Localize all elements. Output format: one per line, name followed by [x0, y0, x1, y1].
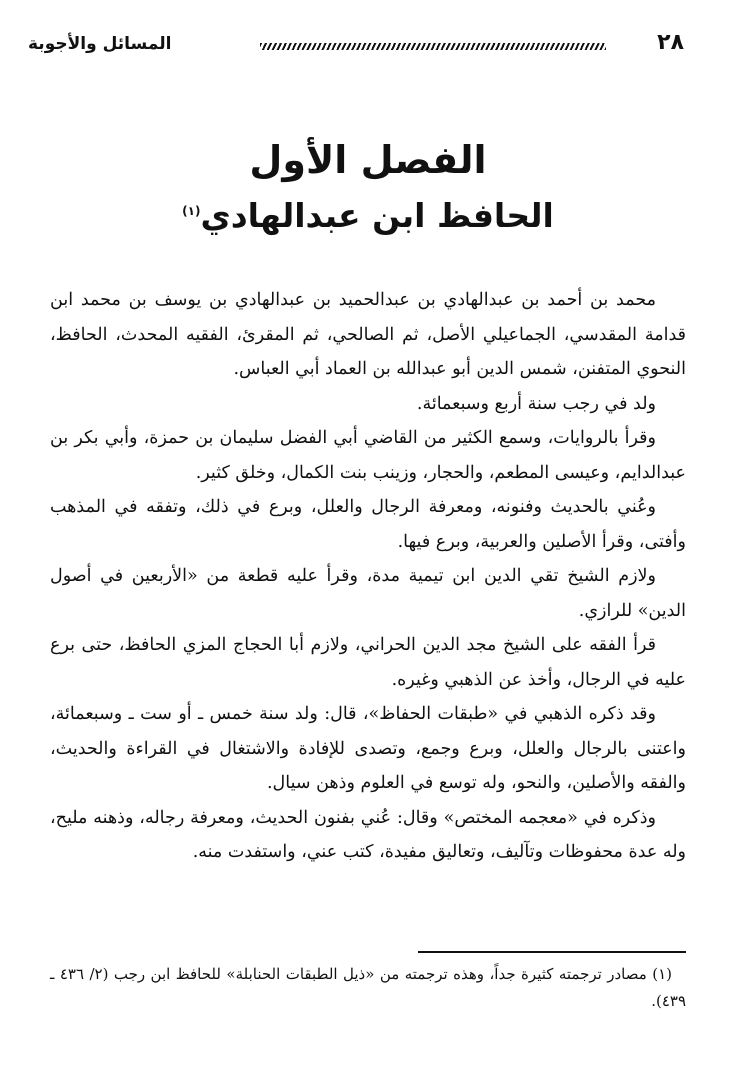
header-hatched-rule — [260, 43, 606, 50]
paragraph: قرأ الفقه على الشيخ مجد الدين الحراني، ولازم أبا الحجاج المزي الحافظ، حتى برع عليه في الرجال، وأخذ عن الذهبي وغيره. — [50, 635, 686, 690]
page-header — [28, 30, 684, 64]
footnote-marker: (١) — [182, 204, 201, 218]
footnotes — [50, 961, 686, 1015]
body-text — [50, 283, 686, 870]
paragraph: ولازم الشيخ تقي الدين ابن تيمية مدة، وقرأ عليه قطعة من «الأربعين في أصول الدين» للرازي. — [50, 566, 686, 621]
chapter-title: الفصل الأول — [249, 138, 487, 182]
paragraph: وقد ذكره الذهبي في «طبقات الحفاظ»، قال: ولد سنة خمس ـ أو ست ـ وسبعمائة، واعتنى بالرجال والعلل، وبرع وجمع، وتصدى للإفادة والاشتغال في القراءة والحديث، والفقه والأصلين، والنحو، وله توسع في العلوم وذهن سيال. — [50, 704, 686, 793]
section-title — [0, 196, 736, 235]
paragraph: وقرأ بالروايات، وسمع الكثير من القاضي أبي الفضل سليمان بن حمزة، وأبي بكر بن عبدالدايم، وعيسى المطعم، والحجار، وزينب بنت الكمال، وخلق كثير. — [50, 428, 686, 483]
section-title-text: الحافظ ابن عبدالهادي — [200, 196, 554, 235]
footnote: (١) مصادر ترجمته كثيرة جداً، وهذه ترجمته من «ذيل الطبقات الحنابلة» للحافظ ابن رجب (٢/ ٤٣٦ ـ ٤٣٩). — [50, 965, 686, 1010]
footnote-separator — [418, 951, 686, 953]
paragraph: وذكره في «معجمه المختص» وقال: عُني بفنون الحديث، ومعرفة رجاله، وذهنه مليح، وله عدة محفوظات وتآليف، وتعاليق مفيدة، كتب عني، واستفدت منه. — [50, 807, 686, 862]
paragraph: وعُني بالحديث وفنونه، ومعرفة الرجال والعلل، وبرع في ذلك، وتفقه في المذهب وأفتى، وقرأ الأصلين والعربية، وبرع فيها. — [50, 497, 686, 552]
paragraph: محمد بن أحمد بن عبدالهادي بن عبدالحميد بن عبدالهادي بن يوسف بن محمد ابن قدامة المقدسي، الجماعيلي الأصل، ثم الصالحي، ثم المقرئ، الفقيه المحدث، الحافظ، النحوي المتفنن، شمس الدين أبو عبدالله بن العماد أبي العباس. — [50, 290, 686, 379]
paragraph: ولد في رجب سنة أربع وسبعمائة. — [416, 393, 656, 414]
page-number: ٢٨ — [657, 30, 684, 55]
running-title: المسائل والأجوبة — [28, 34, 172, 54]
